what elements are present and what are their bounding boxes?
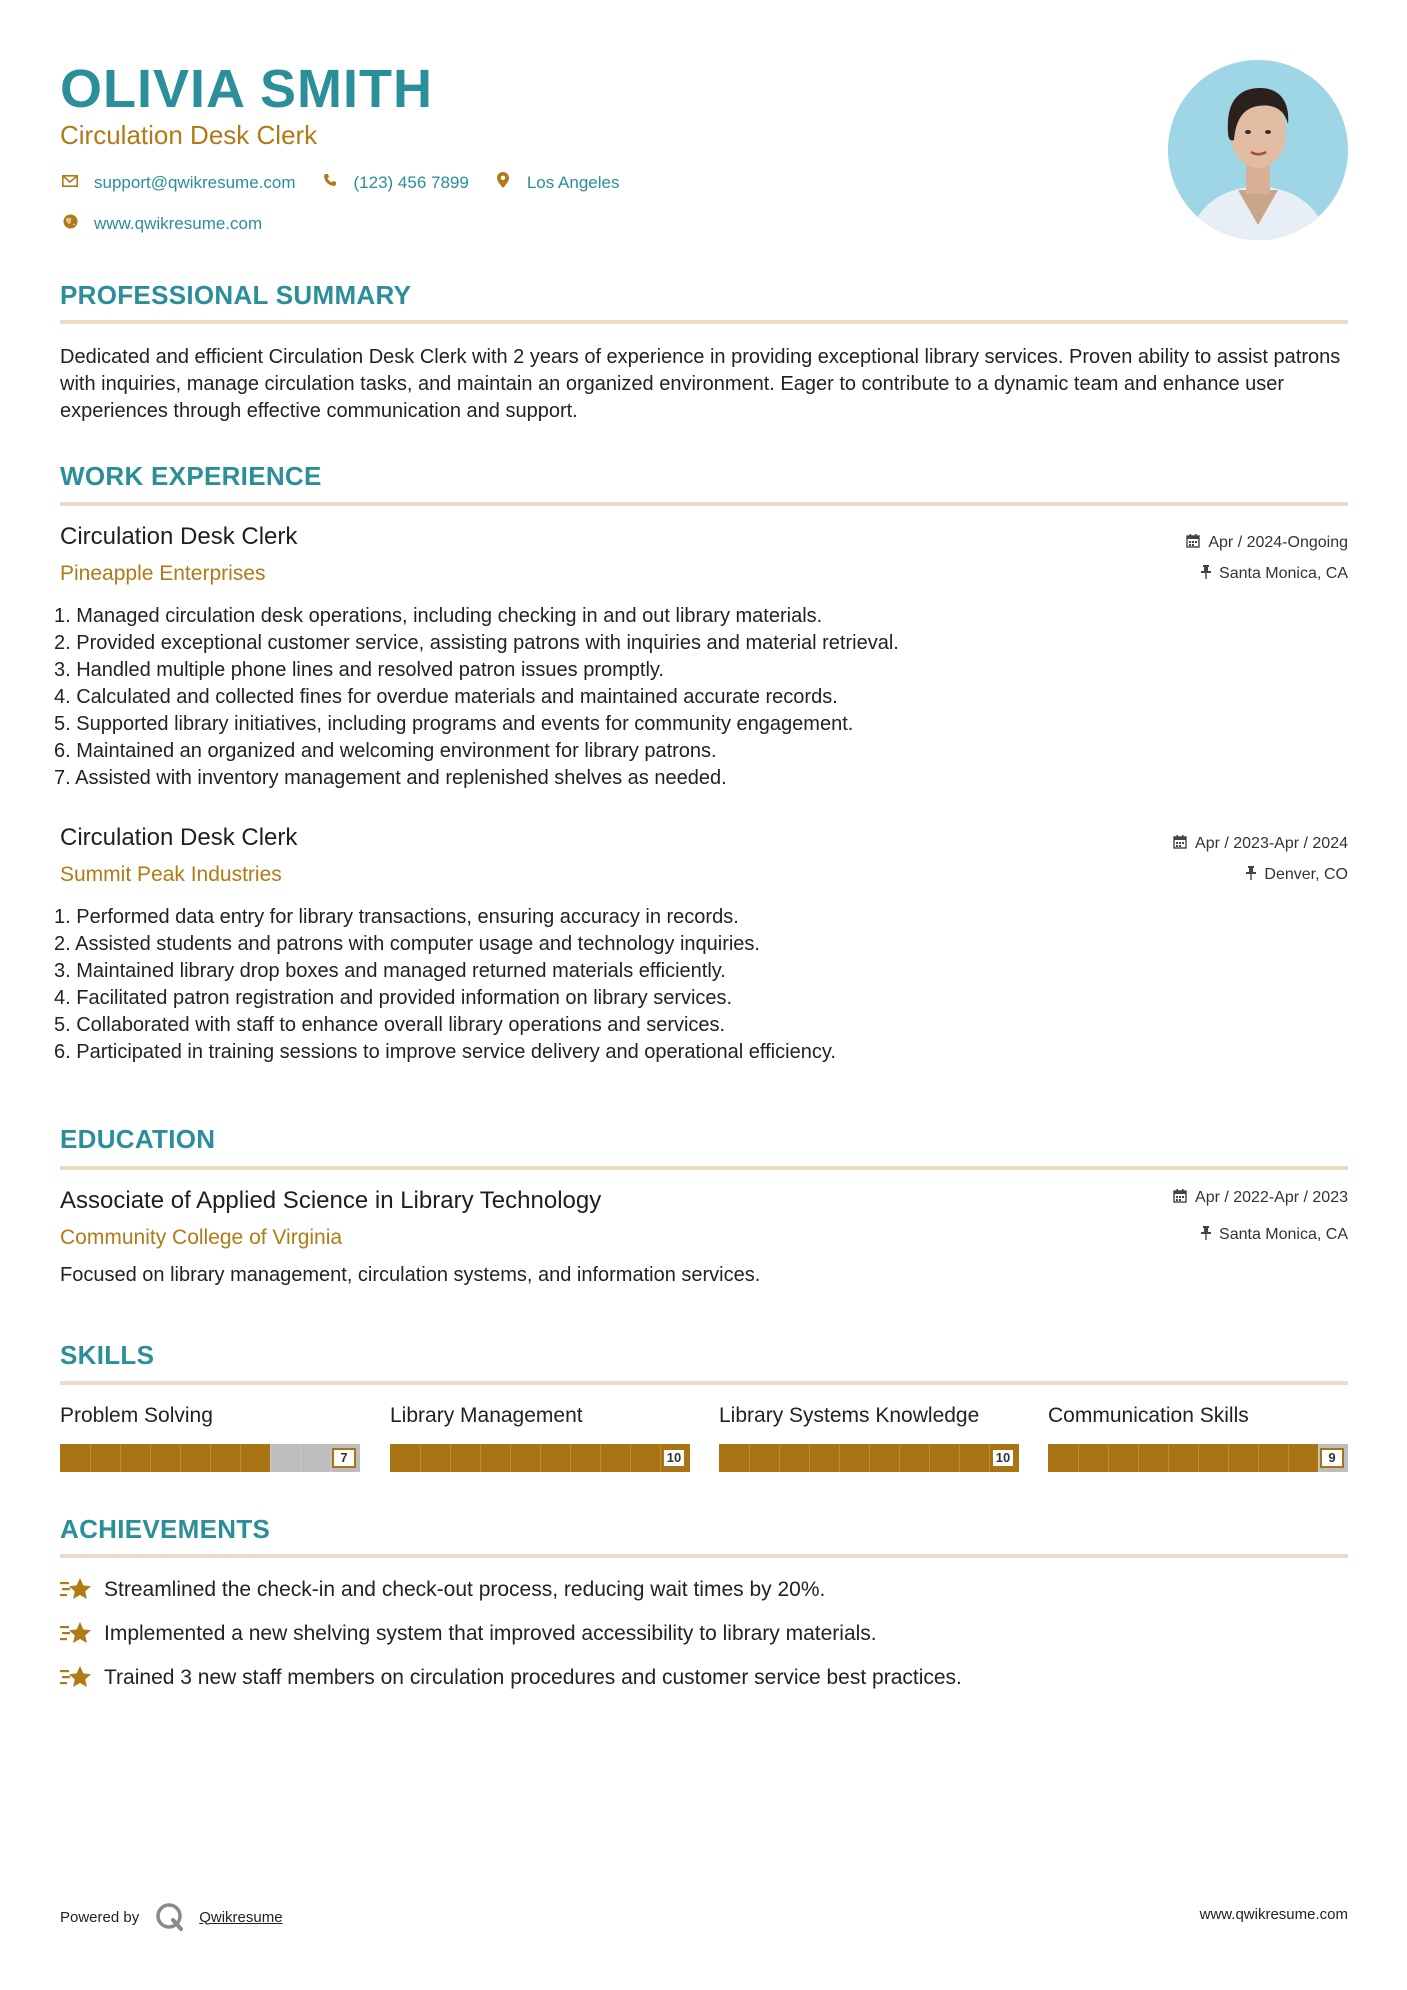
phone-icon (320, 173, 340, 192)
profile-photo (1168, 60, 1348, 240)
skill-label: Library Management (390, 1404, 583, 1427)
skill-problem-solving (60, 1404, 360, 1472)
skill-communication-skills (1048, 1404, 1348, 1472)
skill-bar-segment (510, 1444, 511, 1472)
star-icon (60, 1620, 92, 1648)
skill-bar-segment (630, 1444, 631, 1472)
skill-bar-segment (540, 1444, 541, 1472)
education-date (1173, 1189, 1348, 1207)
skill-bar-segment (570, 1444, 571, 1472)
skill-label: Communication Skills (1048, 1404, 1249, 1427)
skill-label: Problem Solving (60, 1404, 213, 1427)
list-item: 5. Collaborated with staff to enhance overall library operations and services. (54, 1014, 726, 1036)
globe-icon (60, 214, 80, 234)
education-place (1201, 1226, 1348, 1244)
job-2-date-text: Apr / 2023-Apr / 2024 (1195, 835, 1348, 852)
job-2-responsibilities (54, 904, 1344, 1066)
education-description: Focused on library management, circulation systems, and information services. (60, 1264, 761, 1286)
list-item: 3. Maintained library drop boxes and managed returned materials efficiently. (54, 960, 726, 982)
achievement-text: Streamlined the check-in and check-out process, reducing wait times by 20%. (104, 1578, 826, 1601)
job-1-title: Circulation Desk Clerk (60, 523, 298, 550)
skill-level-badge: 9 (1320, 1448, 1344, 1468)
list-item: 2. Assisted students and patrons with computer usage and technology inquiries. (54, 933, 760, 955)
skill-bar-segment (150, 1444, 151, 1472)
calendar-icon (1173, 1189, 1187, 1207)
achievements-divider (60, 1554, 1348, 1558)
skill-bar (719, 1444, 1019, 1472)
skill-bar-segment (1288, 1444, 1289, 1472)
skill-bar-segment (1168, 1444, 1169, 1472)
list-item: 7. Assisted with inventory management and replenished shelves as needed. (54, 767, 727, 789)
skill-library-systems-knowledge (719, 1404, 1019, 1472)
education-title: EDUCATION (60, 1124, 216, 1154)
achievement-item (60, 1664, 962, 1692)
contact-location (493, 172, 620, 193)
skill-bar-fill (60, 1444, 270, 1472)
contact-website[interactable] (60, 214, 262, 234)
candidate-role: Circulation Desk Clerk (60, 120, 318, 150)
skill-bar-segment (1318, 1444, 1319, 1472)
envelope-icon (60, 174, 80, 192)
skill-level-badge: 7 (332, 1448, 356, 1468)
skill-bar-segment (1078, 1444, 1079, 1472)
brand-link[interactable]: Qwikresume (199, 1908, 283, 1926)
contact-row (60, 172, 643, 193)
skill-level-badge: 10 (991, 1448, 1015, 1468)
skill-bar-segment (749, 1444, 750, 1472)
job-2-company: Summit Peak Industries (60, 863, 282, 886)
list-item: 2. Provided exceptional customer service, assisting patrons with inquiries and material retrieval. (54, 632, 899, 654)
skill-bar (60, 1444, 360, 1472)
education-place-text: Santa Monica, CA (1219, 1226, 1348, 1243)
star-icon (60, 1576, 92, 1604)
job-1-place-text: Santa Monica, CA (1219, 565, 1348, 582)
skill-bar-segment (929, 1444, 930, 1472)
skill-bar (1048, 1444, 1348, 1472)
achievement-text: Implemented a new shelving system that improved accessibility to library materials. (104, 1622, 877, 1645)
skill-bar-segment (600, 1444, 601, 1472)
job-1-place (1201, 565, 1348, 583)
job-2-place-text: Denver, CO (1264, 866, 1348, 883)
skill-bar-segment (1108, 1444, 1109, 1472)
list-item: 5. Supported library initiatives, including programs and events for community engagement. (54, 713, 854, 735)
skill-level-badge: 10 (662, 1448, 686, 1468)
qwikresume-logo-icon (155, 1902, 185, 1932)
candidate-name: OLIVIA SMITH (60, 59, 433, 119)
pin-icon (1201, 565, 1211, 583)
pin-icon (1246, 866, 1256, 884)
skill-bar-segment (180, 1444, 181, 1472)
job-1-date-text: Apr / 2024-Ongoing (1208, 534, 1348, 551)
experience-title: WORK EXPERIENCE (60, 461, 322, 491)
list-item: 1. Performed data entry for library transactions, ensuring accuracy in records. (54, 906, 739, 928)
calendar-icon (1186, 534, 1200, 552)
skill-bar-fill (1048, 1444, 1318, 1472)
skill-bar-segment (899, 1444, 900, 1472)
phone-text: (123) 456 7899 (353, 172, 469, 192)
skill-bar-segment (450, 1444, 451, 1472)
skill-bar-segment (809, 1444, 810, 1472)
list-item: 1. Managed circulation desk operations, including checking in and out library materials. (54, 605, 823, 627)
skill-bar (390, 1444, 690, 1472)
list-item: 3. Handled multiple phone lines and resolved patron issues promptly. (54, 659, 664, 681)
skill-bar-segment (1228, 1444, 1229, 1472)
footer-powered-by (60, 1902, 283, 1932)
star-icon (60, 1664, 92, 1692)
list-item: 4. Calculated and collected fines for overdue materials and maintained accurate records. (54, 686, 838, 708)
skill-bar-segment (90, 1444, 91, 1472)
list-item: 4. Facilitated patron registration and provided information on library services. (54, 987, 733, 1009)
skill-bar-segment (480, 1444, 481, 1472)
location-text: Los Angeles (526, 172, 620, 192)
job-1-responsibilities (54, 603, 1344, 792)
school-name: Community College of Virginia (60, 1226, 343, 1249)
calendar-icon (1173, 835, 1187, 853)
skill-bar-segment (839, 1444, 840, 1472)
skill-bar-segment (300, 1444, 301, 1472)
education-divider (60, 1166, 1348, 1170)
skill-bar-segment (420, 1444, 421, 1472)
footer-website[interactable]: www.qwikresume.com (1199, 1906, 1348, 1923)
skill-bar-segment (779, 1444, 780, 1472)
skill-bar-segment (270, 1444, 271, 1472)
skill-bar-segment (959, 1444, 960, 1472)
contact-email[interactable] (60, 173, 296, 193)
experience-divider (60, 502, 1348, 506)
skill-bar-segment (120, 1444, 121, 1472)
skill-bar-segment (1138, 1444, 1139, 1472)
skill-bar-segment (989, 1444, 990, 1472)
achievement-item (60, 1620, 877, 1648)
achievement-item (60, 1576, 825, 1604)
email-text: support@qwikresume.com (94, 172, 296, 192)
skill-bar-segment (330, 1444, 331, 1472)
job-1-date (1186, 534, 1348, 552)
pin-icon (1201, 1226, 1211, 1244)
contact-phone[interactable] (320, 173, 469, 193)
powered-by-text: Powered by (60, 1908, 140, 1926)
skill-bar-segment (210, 1444, 211, 1472)
skill-bar-segment (1198, 1444, 1199, 1472)
website-text: www.qwikresume.com (94, 214, 263, 233)
skill-bar-segment (1258, 1444, 1259, 1472)
skill-label: Library Systems Knowledge (719, 1404, 980, 1427)
list-item: 6. Participated in training sessions to improve service delivery and operational efficiency. (54, 1041, 836, 1063)
skills-divider (60, 1381, 1348, 1385)
skill-bar-segment (869, 1444, 870, 1472)
summary-text: Dedicated and efficient Circulation Desk Clerk with 2 years of experience in providing exceptional library services. Proven ability to assist patrons with inquiries, manage circulation tasks, and maintain an organized environment. Eager to contribute to a dynamic team and enhance user experiences through effective communication and support. (60, 346, 1341, 422)
summary-divider (60, 320, 1348, 324)
achievement-text: Trained 3 new staff members on circulation procedures and customer service best practices. (104, 1666, 962, 1689)
job-2-date (1173, 835, 1348, 853)
skill-bar-segment (660, 1444, 661, 1472)
skill-library-management (390, 1404, 690, 1472)
achievements-title: ACHIEVEMENTS (60, 1514, 271, 1544)
degree-title: Associate of Applied Science in Library Technology (60, 1187, 602, 1214)
job-2-title: Circulation Desk Clerk (60, 824, 298, 851)
skill-bar-segment (240, 1444, 241, 1472)
education-date-text: Apr / 2022-Apr / 2023 (1195, 1189, 1348, 1206)
summary-title: PROFESSIONAL SUMMARY (60, 280, 412, 310)
job-2-place (1246, 866, 1348, 884)
skills-title: SKILLS (60, 1340, 155, 1370)
job-1-company: Pineapple Enterprises (60, 562, 266, 585)
map-marker-icon (493, 172, 513, 193)
list-item: 6. Maintained an organized and welcoming environment for library patrons. (54, 740, 717, 762)
